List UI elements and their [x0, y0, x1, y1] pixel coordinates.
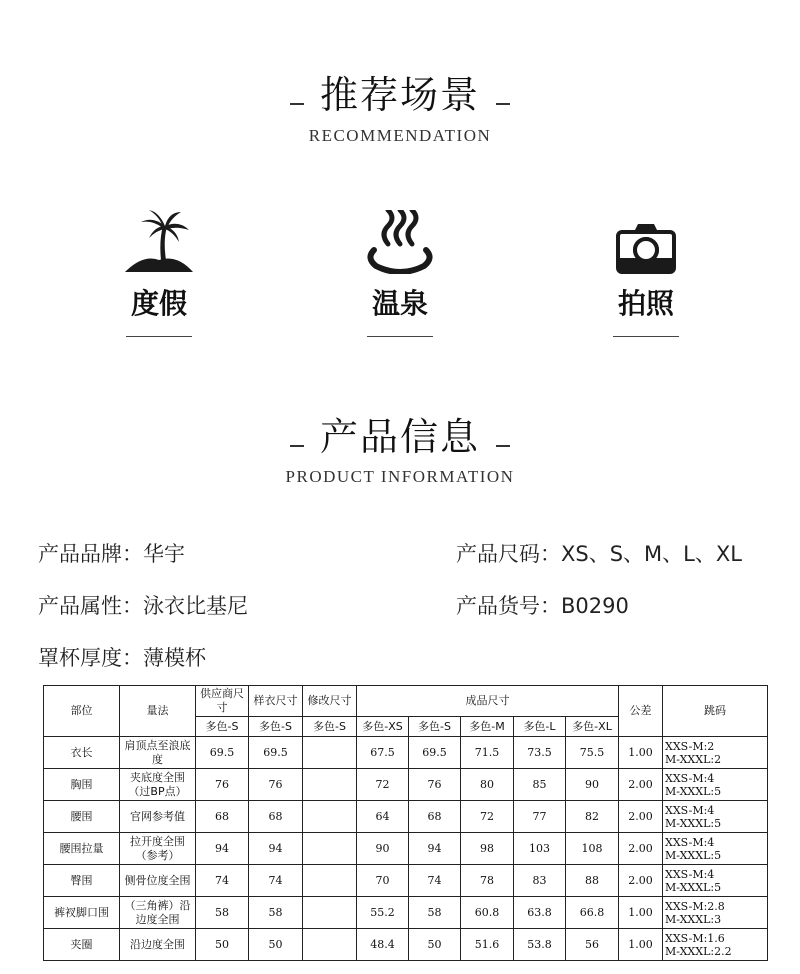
cell-s: 58 [409, 897, 461, 929]
scene-label: 拍照 [617, 287, 674, 320]
cell-l: 83 [514, 865, 566, 897]
cell-part: 裤衩脚口围 [44, 897, 120, 929]
jump-line-1: XXS-M:4 [665, 867, 715, 881]
cell-jump [663, 769, 768, 801]
cell-sample: 68 [249, 801, 303, 833]
cell-sample: 69.5 [249, 737, 303, 769]
cell-tol: 1.00 [619, 737, 663, 769]
cell-modified [303, 801, 357, 833]
subheader-cell: 多色-XS [357, 717, 409, 737]
subheader-cell: 多色-S [249, 717, 303, 737]
cell-xs: 55.2 [357, 897, 409, 929]
scene-underline [367, 336, 433, 337]
cell-sample: 76 [249, 769, 303, 801]
cell-method: 侧骨位度全围 [120, 865, 196, 897]
subheader-cell: 多色-S [196, 717, 249, 737]
subheader-cell: 多色-L [514, 717, 566, 737]
cell-m: 72 [461, 801, 514, 833]
cell-m: 51.6 [461, 929, 514, 961]
cell-supplier: 74 [196, 865, 249, 897]
section-title-text: 推荐场景 [319, 73, 480, 117]
cell-s: 94 [409, 833, 461, 865]
cell-xs: 72 [357, 769, 409, 801]
cell-modified [303, 769, 357, 801]
cell-supplier: 68 [196, 801, 249, 833]
header-part: 部位 [44, 686, 120, 737]
cell-l: 63.8 [514, 897, 566, 929]
cell-m: 78 [461, 865, 514, 897]
cell-tol: 2.00 [619, 833, 663, 865]
cell-sample: 58 [249, 897, 303, 929]
jump-line-2: M-XXXL:5 [665, 880, 722, 894]
info-cup-thickness: 罩杯厚度：薄模杯 [38, 646, 206, 670]
info-attribute: 产品属性：泳衣比基尼 [38, 594, 248, 618]
jump-line-1: XXS-M:4 [665, 771, 715, 785]
cell-jump [663, 737, 768, 769]
cell-method: 夹底度全围（过BP点） [120, 769, 196, 801]
jump-line-2: M-XXXL:2.2 [665, 944, 732, 958]
cell-supplier: 69.5 [196, 737, 249, 769]
cell-xs: 70 [357, 865, 409, 897]
subheader-cell: 多色-S [303, 717, 357, 737]
info-brand: 产品品牌：华宇 [38, 542, 185, 566]
cell-xl: 88 [566, 865, 619, 897]
cell-xs: 67.5 [357, 737, 409, 769]
cell-s: 50 [409, 929, 461, 961]
cell-modified [303, 897, 357, 929]
cell-tol: 2.00 [619, 865, 663, 897]
cell-method: 拉开度全围（参考） [120, 833, 196, 865]
cell-m: 60.8 [461, 897, 514, 929]
cell-xs: 64 [357, 801, 409, 833]
cell-xl: 56 [566, 929, 619, 961]
subheader-cell: 多色-XL [566, 717, 619, 737]
header-sample: 样衣尺寸 [249, 686, 303, 717]
cell-modified [303, 737, 357, 769]
cell-method: 沿边度全围 [120, 929, 196, 961]
section-subtitle: RECOMMENDATION [308, 126, 492, 145]
jump-line-2: M-XXXL:5 [665, 848, 722, 862]
cell-method: 肩顶点至浪底度 [120, 737, 196, 769]
cell-tol: 1.00 [619, 897, 663, 929]
cell-xl: 90 [566, 769, 619, 801]
cell-tol: 2.00 [619, 769, 663, 801]
table-row [44, 769, 768, 801]
jump-line-2: M-XXXL:3 [665, 912, 722, 926]
cell-l: 103 [514, 833, 566, 865]
info-sizes: 产品尺码：XS、S、M、L、XL [456, 542, 742, 566]
cell-part: 臀围 [44, 865, 120, 897]
section-title-product-info [0, 406, 800, 461]
scene-underline [126, 336, 192, 337]
table-row [44, 865, 768, 897]
info-item-no: 产品货号：B0290 [456, 594, 629, 618]
cell-jump [663, 897, 768, 929]
scene-hot-spring [340, 204, 460, 337]
table-row [44, 801, 768, 833]
cell-m: 80 [461, 769, 514, 801]
cell-supplier: 76 [196, 769, 249, 801]
cell-method: 官网参考值 [120, 801, 196, 833]
table-row [44, 737, 768, 769]
jump-line-1: XXS-M:2.8 [665, 899, 725, 913]
table-row [44, 897, 768, 929]
cell-s: 76 [409, 769, 461, 801]
jump-line-2: M-XXXL:2 [665, 752, 722, 766]
scene-underline [613, 336, 679, 337]
section-subtitle: PRODUCT INFORMATION [285, 467, 515, 486]
cell-tol: 1.00 [619, 929, 663, 961]
jump-line-1: XXS-M:2 [665, 739, 715, 753]
cell-part: 胸围 [44, 769, 120, 801]
table-row [44, 833, 768, 865]
cell-xl: 82 [566, 801, 619, 833]
header-supplier: 供应商尺寸 [196, 686, 249, 717]
cell-s: 74 [409, 865, 461, 897]
cell-supplier: 58 [196, 897, 249, 929]
cell-m: 71.5 [461, 737, 514, 769]
cell-xl: 75.5 [566, 737, 619, 769]
section-title-text: 产品信息 [319, 415, 480, 459]
scene-photo [586, 204, 706, 337]
jump-line-1: XXS-M:1.6 [665, 931, 725, 945]
header-tolerance: 公差 [619, 686, 663, 737]
jump-line-1: XXS-M:4 [665, 835, 715, 849]
cell-xs: 90 [357, 833, 409, 865]
header-modified: 修改尺寸 [303, 686, 357, 717]
cell-jump [663, 929, 768, 961]
cell-l: 73.5 [514, 737, 566, 769]
cell-jump [663, 801, 768, 833]
cell-method: （三角裤）沿边度全围 [120, 897, 196, 929]
cell-l: 85 [514, 769, 566, 801]
header-method: 量法 [120, 686, 196, 737]
subheader-cell: 多色-S [409, 717, 461, 737]
header-finished: 成品尺寸 [357, 686, 619, 717]
cell-jump [663, 833, 768, 865]
cell-jump [663, 865, 768, 897]
cell-l: 77 [514, 801, 566, 833]
cell-part: 夹圈 [44, 929, 120, 961]
cell-xs: 48.4 [357, 929, 409, 961]
cell-part: 衣长 [44, 737, 120, 769]
cell-modified [303, 865, 357, 897]
cell-sample: 74 [249, 865, 303, 897]
jump-line-1: XXS-M:4 [665, 803, 715, 817]
cell-l: 53.8 [514, 929, 566, 961]
section-title-recommendation [0, 64, 800, 119]
cell-supplier: 50 [196, 929, 249, 961]
title-dash-left [290, 103, 304, 105]
cell-part: 腰围拉量 [44, 833, 120, 865]
cell-sample: 94 [249, 833, 303, 865]
cell-modified [303, 833, 357, 865]
scene-label: 温泉 [371, 287, 428, 320]
camera-icon [586, 204, 706, 274]
scene-label: 度假 [130, 287, 187, 320]
hot-spring-icon [340, 204, 460, 274]
palm-island-icon [99, 204, 219, 274]
cell-part: 腰围 [44, 801, 120, 833]
cell-tol: 2.00 [619, 801, 663, 833]
size-table [43, 685, 768, 961]
cell-s: 69.5 [409, 737, 461, 769]
jump-line-2: M-XXXL:5 [665, 784, 722, 798]
title-dash-left [290, 445, 304, 447]
header-jump: 跳码 [663, 686, 768, 737]
cell-xl: 66.8 [566, 897, 619, 929]
cell-supplier: 94 [196, 833, 249, 865]
cell-modified [303, 929, 357, 961]
cell-s: 68 [409, 801, 461, 833]
jump-line-2: M-XXXL:5 [665, 816, 722, 830]
table-row [44, 929, 768, 961]
title-dash-right [496, 445, 510, 447]
subheader-cell: 多色-M [461, 717, 514, 737]
scene-vacation [99, 204, 219, 337]
cell-xl: 108 [566, 833, 619, 865]
cell-m: 98 [461, 833, 514, 865]
cell-sample: 50 [249, 929, 303, 961]
title-dash-right [496, 103, 510, 105]
